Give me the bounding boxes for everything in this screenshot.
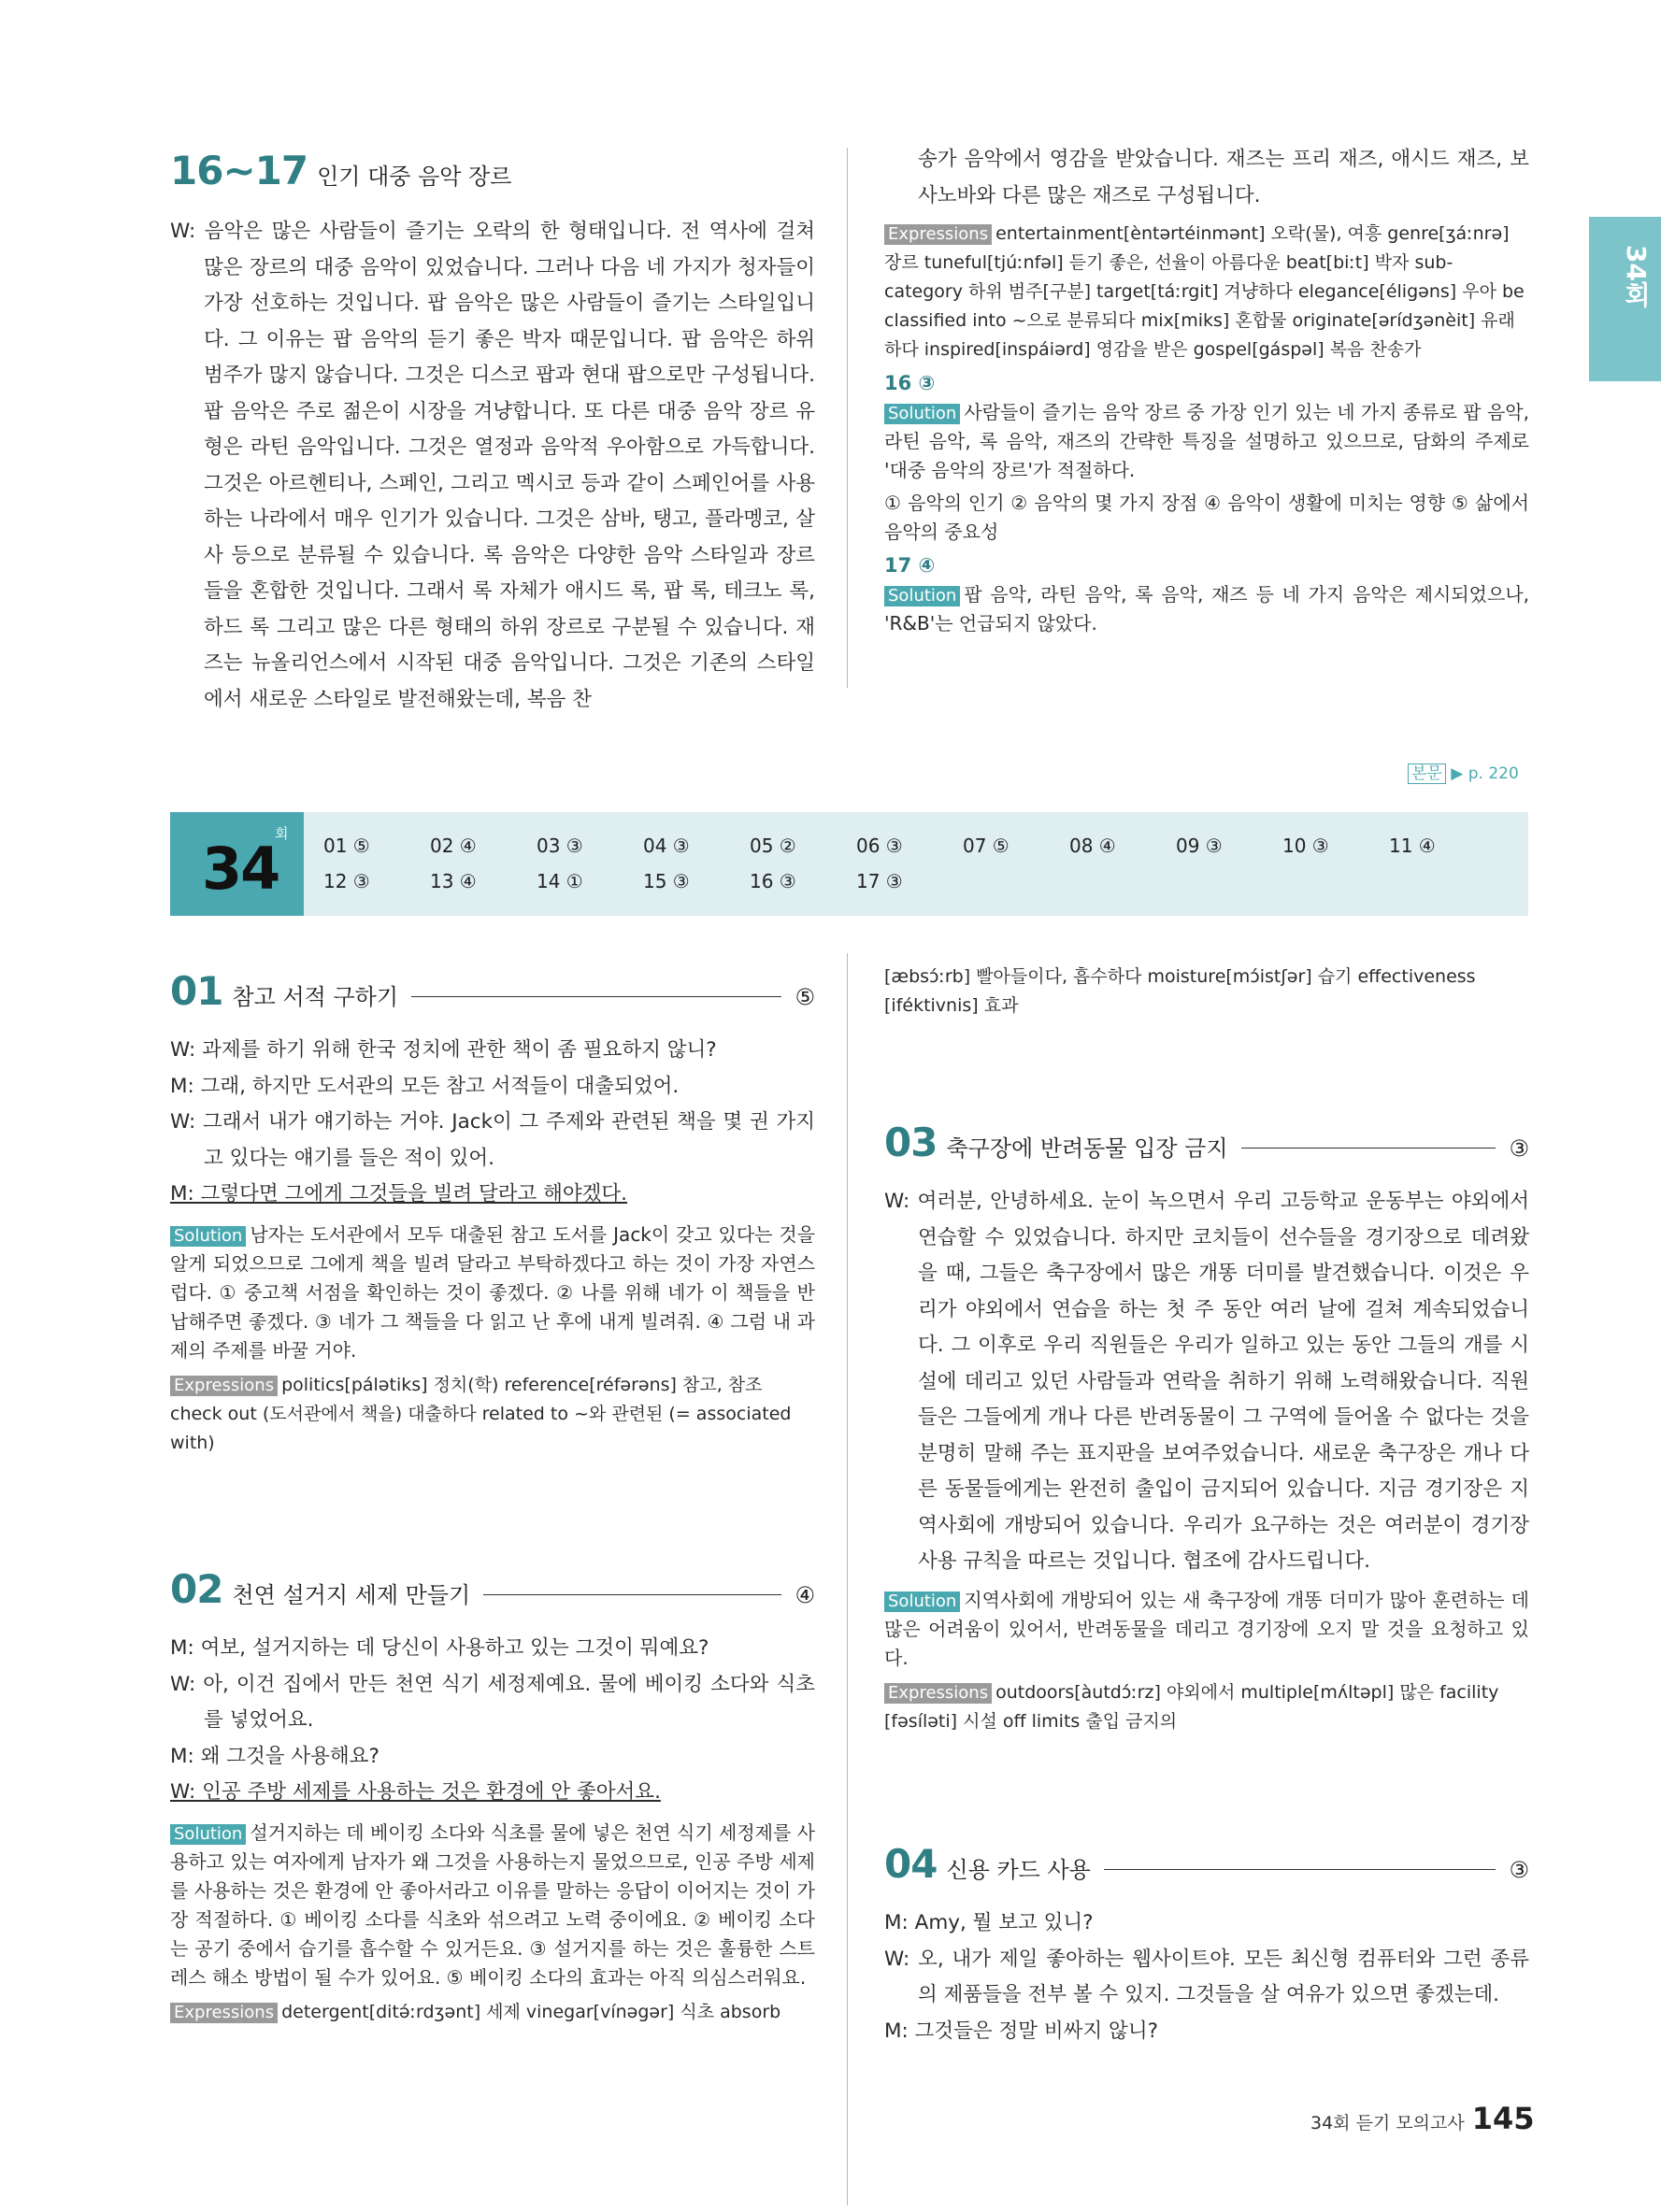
answer-cell: 17 ③ <box>856 870 903 892</box>
column-divider-top <box>847 148 848 688</box>
transcript-03: W: 여러분, 안녕하세요. 눈이 녹으면서 우리 고등학교 운동부는 야외에서 연습할 수 있었습니다. 하지만 코치들이 선수들을 경기장으로 데려왔을 때, 그들은 축구장에서 많은 개똥 더미를 발견했습니다. 이것은 우리가 야외에서 연습을 하는 첫 주 동안 여러 날에 걸쳐 계속되었습니다. 그 이후로 우리 직원들은 우리가 일하고 있는 동안 그들의 개를 시설에 데리고 있던 사람들과 연락을 취하기 위해 노력해왔습니다. 직원들은 그들에게 개나 다른 반려동물이 그 구역에 들어올 수 없다는 것을 분명히 말해 주는 표지판을 보여주었습니다. 새로운 축구장은 개나 다른 동물들에게는 완전히 출입이 금지되어 있습니다. 지금 경기장은 지역사회에 개방되어 있습니다. 우리가 요구하는 것은 여러분이 경기장 사용 규칙을 따르는 것입니다. 협조에 감사드립니다. <box>884 1190 1529 1573</box>
question-01 <box>170 968 815 1458</box>
answer-cell: 02 ④ <box>430 835 477 857</box>
question-answer: ⑤ <box>795 984 815 1010</box>
footer-text: 34회 듣기 모의고사 <box>1310 2113 1465 2134</box>
expressions-03: Expressions outdoors[àutdɔ́ːrz] 야외에서 multiple[mʌ́ltəpl] 많은 facility [fəsíləti] 시설 off limits 출입 금지의 <box>884 1681 1499 1732</box>
question-02 <box>170 1566 815 2027</box>
test-number-suffix: 회 <box>275 825 289 842</box>
dialogue-line: M: 그것들은 정말 비싸지 않니? <box>884 2019 1159 2043</box>
answer-cell: 10 ③ <box>1282 835 1329 857</box>
page-reference-label: 본문 <box>1408 763 1446 784</box>
solution-tag: Solution <box>884 586 960 607</box>
dialogue-line: W: 그래서 내가 얘기하는 거야. Jack이 그 주제와 관련된 책을 몇 권 가지고 있다는 얘기를 들은 적이 있어. <box>170 1110 815 1170</box>
dialogue-line: M: Amy, 뭘 보고 있니? <box>884 1911 1094 1934</box>
test-number-block <box>170 812 304 916</box>
answer-cell: 06 ③ <box>856 835 903 857</box>
expressions-16-17: Expressions entertainment[èntərtéinmənt] 오락(물), 여흥 genre[ʒáːnrə] 장르 tuneful[tjúːnfəl] 듣기 좋은, 선율이 아름다운 beat[biːt] 박자 sub-category 하위 범주[구분] target[táːrgit] 겨냥하다 elegance[éligəns] 우아 be classified into ~으로 분류되다 mix[miks] 혼합물 originate[ərídʒənèit] 유래하다 inspired[inspáiərd] 영감을 받은 gospel[gáspəl] 복음 찬송가 <box>884 223 1525 360</box>
answer-cell: 12 ③ <box>323 870 370 892</box>
question-title: 축구장에 반려동물 입장 금지 <box>946 1135 1228 1162</box>
test-number: 34 <box>202 835 279 903</box>
question-03 <box>884 1120 1529 1736</box>
question-number: 02 <box>170 1566 223 1612</box>
section-side-tab: 34회 <box>1589 217 1661 381</box>
page-number: 145 <box>1471 2101 1535 2136</box>
section-16-17-continued <box>884 142 1529 638</box>
expressions-02: Expressions detergent[ditə́ːrdʒənt] 세제 vinegar[vínəgər] 식초 absorb <box>170 1998 815 2027</box>
question-answer: ③ <box>1509 1135 1529 1162</box>
solution-17: Solution 팝 음악, 라틴 음악, 록 음악, 재즈 등 네 가지 음악은 제시되었으나, 'R&B'는 언급되지 않았다. <box>884 583 1529 635</box>
dialogue-01 <box>170 1033 815 1213</box>
answer-cell: 08 ④ <box>1069 835 1116 857</box>
section-number: 16~17 <box>170 148 308 193</box>
question-04 <box>884 1841 1529 2049</box>
section-title: 인기 대중 음악 장르 <box>317 164 512 190</box>
answer-17: 17 ④ <box>884 554 936 577</box>
heading-rule <box>1104 1869 1496 1870</box>
question-01-heading <box>170 968 815 1014</box>
answer-cell: 01 ⑤ <box>323 835 370 857</box>
expressions-02-continued-block <box>884 963 1529 1020</box>
dialogue-02 <box>170 1631 815 1811</box>
page-footer <box>1310 2101 1535 2136</box>
answer-cell: 05 ② <box>750 835 796 857</box>
question-03-heading <box>884 1120 1529 1165</box>
question-title: 참고 서적 구하기 <box>232 984 398 1010</box>
expressions-tag: Expressions <box>884 1683 992 1704</box>
solution-tag: Solution <box>884 1591 960 1612</box>
answer-cell: 09 ③ <box>1176 835 1223 857</box>
dialogue-line: W: 과제를 하기 위해 한국 정치에 관한 책이 좀 필요하지 않니? <box>170 1038 717 1062</box>
answer-cell: 07 ⑤ <box>963 835 1009 857</box>
dialogue-line: W: 인공 주방 세제를 사용하는 것은 환경에 안 좋아서요. <box>170 1780 661 1804</box>
question-answer: ④ <box>795 1582 815 1608</box>
arrow-right-icon: ▶ <box>1451 764 1464 783</box>
expressions-tag: Expressions <box>884 224 992 245</box>
expressions-tag: Expressions <box>170 1376 278 1396</box>
solution-16: Solution 사람들이 즐기는 음악 장르 중 가장 인기 있는 네 가지 종류로 팝 음악, 라틴 음악, 록 음악, 재즈의 간략한 특징을 설명하고 있으므로, 담화의 주제로 '대중 음악의 장르'가 적절하다. <box>884 401 1529 481</box>
question-number: 04 <box>884 1841 938 1887</box>
question-title: 신용 카드 사용 <box>946 1857 1091 1883</box>
heading-rule <box>1241 1148 1496 1149</box>
dialogue-line: W: 오, 내가 제일 좋아하는 웹사이트야. 모든 최신형 컴퓨터와 그런 종류의 제품들을 전부 볼 수 있지. 그것들을 살 여유가 있으면 좋겠는데. <box>884 1947 1529 2006</box>
section-16-17 <box>170 148 815 718</box>
page-reference-number: p. 220 <box>1468 764 1519 783</box>
question-02-heading <box>170 1566 815 1612</box>
transcript-16-17: W: 음악은 많은 사람들이 즐기는 오락의 한 형태입니다. 전 역사에 걸쳐 많은 장르의 대중 음악이 있었습니다. 그러나 다음 네 가지가 청자들이 가장 선호하는 것입니다. 팝 음악은 많은 사람들이 즐기는 스타일입니다. 그 이유는 팝 음악의 듣기 좋은 박자 때문입니다. 팝 음악은 하위 범주가 많지 않습니다. 그것은 디스코 팝과 현대 팝으로만 구성됩니다. 팝 음악은 주로 젊은이 시장을 겨냥합니다. 또 다른 대중 음악 장르 유형은 라틴 음악입니다. 그것은 열정과 음악적 우아함으로 가득합니다. 그것은 아르헨티나, 스페인, 그리고 멕시코 등과 같이 스페인어를 사용하는 나라에서 매우 인기가 있습니다. 그것은 삼바, 탱고, 플라멩코, 살사 등으로 분류될 수 있습니다. 록 음악은 다양한 음악 스타일과 장르들을 혼합한 것입니다. 그래서 록 자체가 애시드 록, 팝 록, 테크노 록, 하드 록 그리고 많은 다른 형태의 하위 장르로 구분될 수 있습니다. 재즈는 뉴올리언스에서 시작된 대중 음악입니다. 그것은 기존의 스타일에서 새로운 스타일로 발전해왔는데, 복음 찬 <box>170 220 815 711</box>
answer-cell: 14 ① <box>537 870 583 892</box>
answer-16: 16 ③ <box>884 372 936 394</box>
dialogue-line: W: 아, 이건 집에서 만든 천연 식기 세정제예요. 물에 베이킹 소다와 식초를 넣었어요. <box>170 1672 815 1732</box>
answer-key-banner <box>170 812 1528 916</box>
question-number: 01 <box>170 968 223 1014</box>
solution-tag: Solution <box>884 404 960 424</box>
heading-rule <box>411 996 781 997</box>
expressions-tag: Expressions <box>170 2003 278 2023</box>
answer-cell: 03 ③ <box>537 835 583 857</box>
page-reference <box>1408 760 1519 783</box>
expressions-01: Expressions politics[pálətiks] 정치(학) reference[réfərəns] 참고, 참조 check out (도서관에서 책을) 대출하다 related to ~와 관련된 (= associated with) <box>170 1374 792 1453</box>
expressions-02-continued: [æbsɔ́ːrb] 빨아들이다, 흡수하다 moisture[mɔ́istʃər] 습기 effectiveness [iféktivnis] 효과 <box>884 966 1476 1016</box>
dialogue-line: M: 왜 그것을 사용해요? <box>170 1744 379 1768</box>
solution-tag: Solution <box>170 1226 246 1247</box>
column-divider-bottom <box>847 953 848 2205</box>
transcript-16-17-continued: 송가 음악에서 영감을 받았습니다. 재즈는 프리 재즈, 애시드 재즈, 보사노바와 다른 많은 재즈로 구성됩니다. <box>918 148 1529 207</box>
section-16-17-heading <box>170 148 815 193</box>
dialogue-line: M: 그렇다면 그에게 그것들을 빌려 달라고 해야겠다. <box>170 1182 628 1206</box>
solution-tag: Solution <box>170 1824 246 1845</box>
dialogue-line: M: 그래, 하지만 도서관의 모든 참고 서적들이 대출되었어. <box>170 1074 680 1098</box>
solution-01: Solution 남자는 도서관에서 모두 대출된 참고 도서를 Jack이 갖고 있다는 것을 알게 되었으므로 그에게 책을 빌려 달라고 부탁하겠다고 하는 것이 가장 자연스럽다. ① 중고책 서점을 확인하는 것이 좋겠다. ② 나를 위해 네가 이 책들을 반납해주면 좋겠다. ③ 네가 그 책들을 다 읽고 난 후에 내게 빌려줘. ④ 그럼 내 과제의 주제를 바꿀 거야. <box>170 1222 815 1362</box>
answer-cell: 04 ③ <box>643 835 690 857</box>
question-04-heading <box>884 1841 1529 1887</box>
solution-03: Solution 지역사회에 개방되어 있는 새 축구장에 개똥 더미가 많아 훈련하는 데 많은 어려움이 있어서, 반려동물을 데리고 경기장에 오지 말 것을 요청하고 있다. <box>884 1588 1529 1669</box>
question-answer: ③ <box>1509 1857 1529 1883</box>
heading-rule <box>483 1594 781 1595</box>
dialogue-04 <box>884 1905 1529 2049</box>
solution-02: Solution 설거지하는 데 베이킹 소다와 식초를 물에 넣은 천연 식기 세정제를 사용하고 있는 여자에게 남자가 왜 그것을 사용하는지 물었으므로, 인공 주방 세제를 사용하는 것은 환경에 안 좋아서라고 이유를 말하는 응답이 이어지는 것이 가장 적절하다. ① 베이킹 소다를 식초와 섞으려고 노력 중이에요. ② 베이킹 소다는 공기 중에서 습기를 흡수할 수 있거든요. ③ 설거지를 하는 것은 훌륭한 스트레스 해소 방법이 될 수가 있어요. ⑤ 베이킹 소다의 효과는 아직 의심스러워요. <box>170 1820 815 1989</box>
answer-cell: 11 ④ <box>1389 835 1436 857</box>
question-number: 03 <box>884 1120 938 1165</box>
answer-cell: 13 ④ <box>430 870 477 892</box>
answer-cell: 15 ③ <box>643 870 690 892</box>
options-16: ① 음악의 인기 ② 음악의 몇 가지 장점 ④ 음악이 생활에 미치는 영향 ⑤ 삶에서 음악의 중요성 <box>884 492 1529 543</box>
dialogue-line: M: 여보, 설거지하는 데 당신이 사용하고 있는 그것이 뭐예요? <box>170 1636 709 1660</box>
question-title: 천연 설거지 세제 만들기 <box>232 1582 471 1608</box>
answer-cell: 16 ③ <box>750 870 796 892</box>
